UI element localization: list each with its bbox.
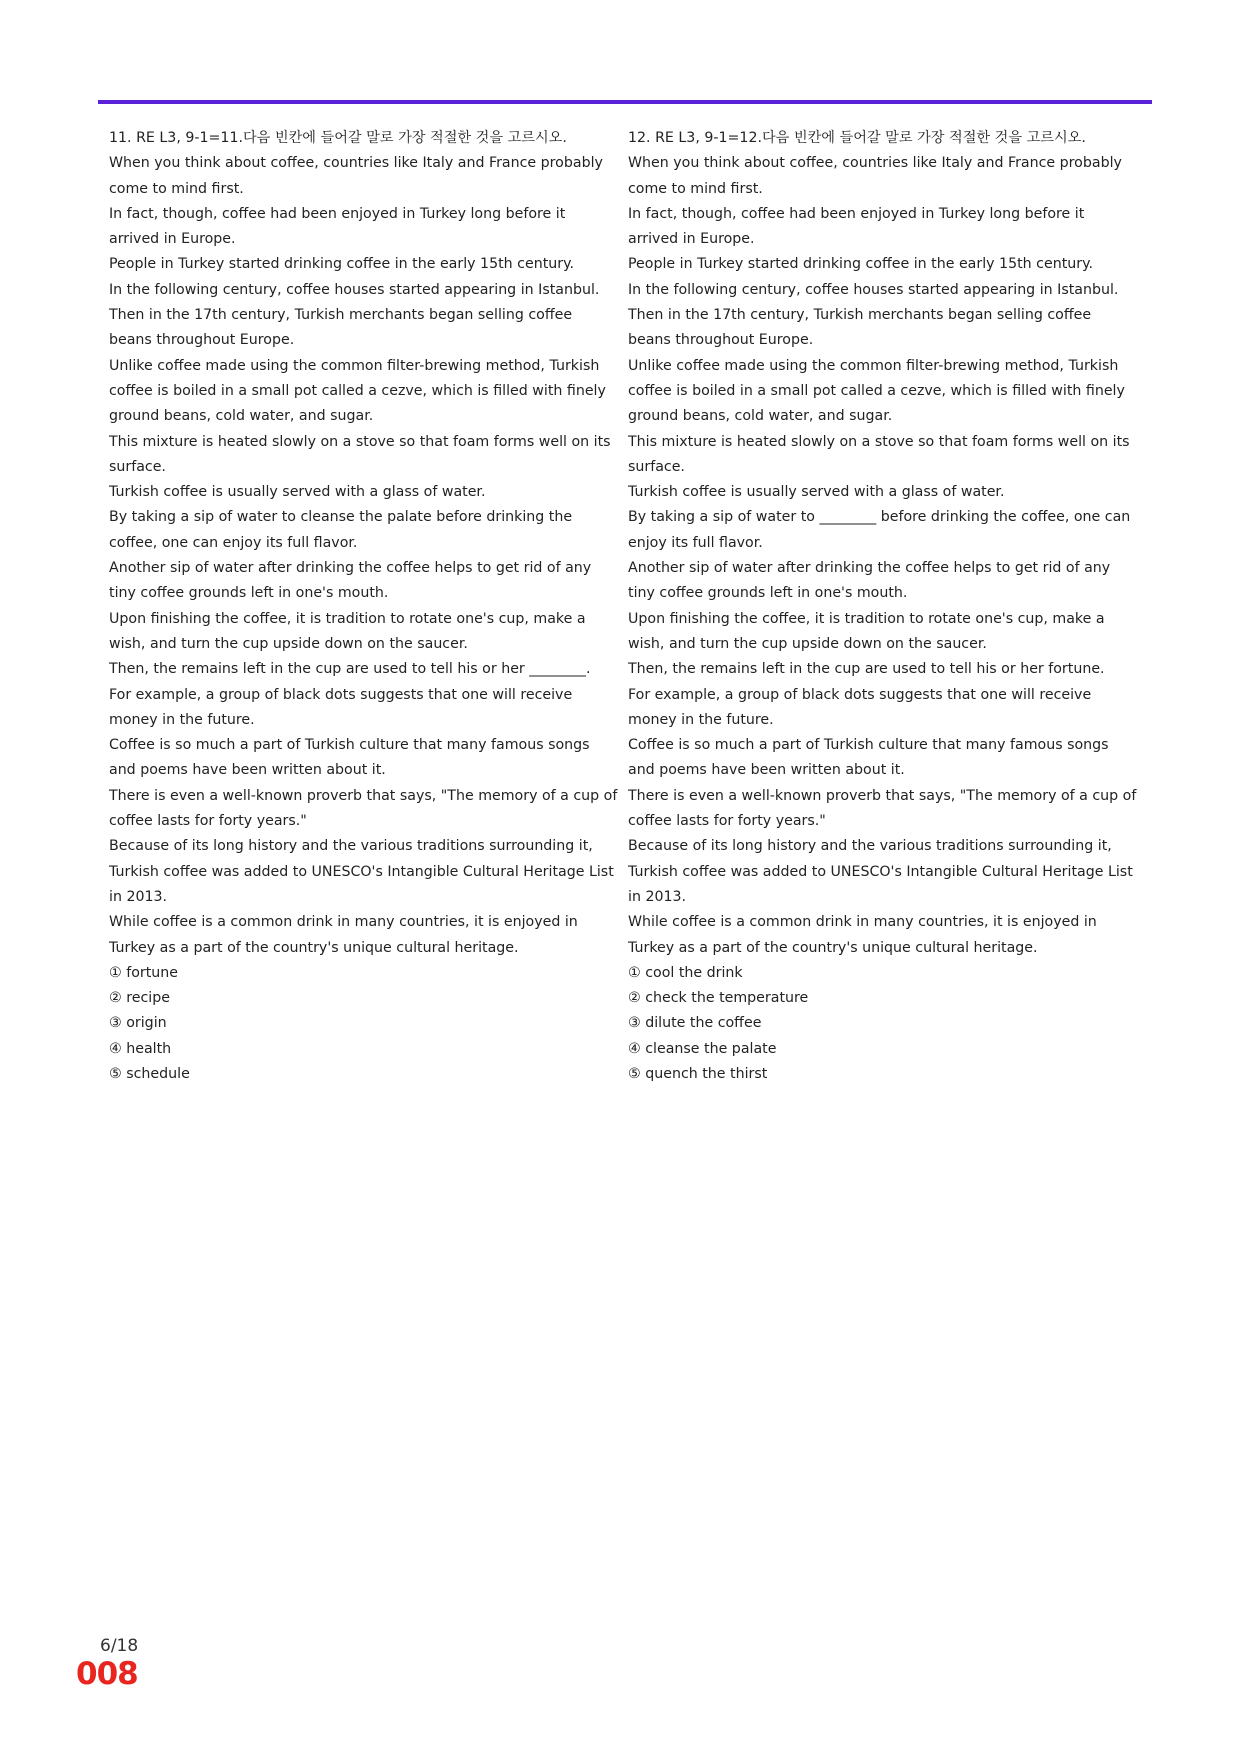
- passage-sentence: In the following century, coffee houses started appearing in Istanbul.: [109, 281, 600, 298]
- answer-option: ① fortune: [109, 964, 179, 981]
- passage-sentence: In fact, though, coffee had been enjoyed in Turkey long before it arrived in Europe.: [109, 205, 566, 248]
- question-12: [628, 126, 1138, 1087]
- answer-option: ② check the temperature: [628, 990, 809, 1007]
- passage-sentence: This mixture is heated slowly on a stove so that foam forms well on its surface.: [109, 433, 611, 475]
- passage-sentence: When you think about coffee, countries like Italy and France probably come to mind first.: [628, 155, 1122, 197]
- answer-option: ④ health: [109, 1040, 172, 1057]
- passage-sentence: Then in the 17th century, Turkish merchants began selling coffee beans throughout Europe.: [109, 307, 573, 349]
- answer-option: ⑤ schedule: [109, 1065, 190, 1082]
- answer-option: ① cool the drink: [628, 964, 743, 981]
- passage-sentence: By taking a sip of water to ________ before drinking the coffee, one can enjoy its full flavor.: [628, 509, 1131, 551]
- question-11: [109, 126, 619, 1087]
- passage-sentence: People in Turkey started drinking coffee in the early 15th century.: [109, 256, 574, 273]
- passage-sentence: Coffee is so much a part of Turkish culture that many famous songs and poems have been written about it.: [109, 737, 590, 779]
- passage-sentence: Then, the remains left in the cup are used to tell his or her ________.: [109, 661, 591, 678]
- passage-sentence: This mixture is heated slowly on a stove so that foam forms well on its surface.: [628, 433, 1130, 475]
- passage-sentence: Then, the remains left in the cup are used to tell his or her fortune.: [628, 661, 1105, 678]
- answer-option: ③ dilute the coffee: [628, 1015, 762, 1032]
- top-divider: [98, 100, 1152, 104]
- passage-sentence: While coffee is a common drink in many countries, it is enjoyed in Turkey as a part of the country's unique cultural heritage.: [109, 914, 578, 956]
- answer-options: [628, 961, 1138, 1087]
- page-code: 008: [76, 1656, 138, 1692]
- passage-sentence: By taking a sip of water to cleanse the palate before drinking the coffee, one can enjoy its full flavor.: [109, 509, 573, 551]
- passage-sentence: Because of its long history and the various traditions surrounding it, Turkish coffee was added to UNESCO's Intangible Cultural Heritage List in 2013.: [628, 838, 1133, 905]
- passage-sentence: For example, a group of black dots suggests that one will receive money in the future.: [109, 686, 573, 728]
- passage: [109, 151, 619, 961]
- passage-sentence: There is even a well-known proverb that says, "The memory of a cup of coffee lasts for forty years.": [109, 787, 618, 830]
- passage-sentence: Then in the 17th century, Turkish merchants began selling coffee beans throughout Europe.: [628, 307, 1092, 349]
- passage-sentence: Unlike coffee made using the common filter-brewing method, Turkish coffee is boiled in a small pot called a cezve, which is filled with finely ground beans, cold water, and sugar.: [628, 357, 1125, 425]
- answer-options: [109, 961, 619, 1087]
- passage-sentence: In fact, though, coffee had been enjoyed in Turkey long before it arrived in Europe.: [628, 205, 1085, 248]
- passage-sentence: While coffee is a common drink in many countries, it is enjoyed in Turkey as a part of the country's unique cultural heritage.: [628, 914, 1097, 956]
- passage-sentence: Turkish coffee is usually served with a glass of water.: [109, 484, 486, 501]
- passage-sentence: There is even a well-known proverb that says, "The memory of a cup of coffee lasts for forty years.": [628, 787, 1137, 830]
- passage-sentence: For example, a group of black dots suggests that one will receive money in the future.: [628, 686, 1092, 728]
- answer-option: ④ cleanse the palate: [628, 1040, 777, 1057]
- answer-option: ② recipe: [109, 990, 170, 1007]
- question-header: 11. RE L3, 9-1=11.다음 빈칸에 들어갈 말로 가장 적절한 것을 고르시오.: [109, 130, 567, 146]
- passage-sentence: When you think about coffee, countries like Italy and France probably come to mind first.: [109, 155, 603, 197]
- passage-sentence: Another sip of water after drinking the coffee helps to get rid of any tiny coffee grounds left in one's mouth.: [109, 560, 592, 602]
- passage-sentence: People in Turkey started drinking coffee in the early 15th century.: [628, 256, 1093, 273]
- question-header: 12. RE L3, 9-1=12.다음 빈칸에 들어갈 말로 가장 적절한 것을 고르시오.: [628, 130, 1086, 146]
- passage: [628, 151, 1138, 961]
- passage-sentence: Unlike coffee made using the common filter-brewing method, Turkish coffee is boiled in a small pot called a cezve, which is filled with finely ground beans, cold water, and sugar.: [109, 357, 606, 425]
- passage-sentence: Because of its long history and the various traditions surrounding it, Turkish coffee was added to UNESCO's Intangible Cultural Heritage List in 2013.: [109, 838, 614, 905]
- passage-sentence: Another sip of water after drinking the coffee helps to get rid of any tiny coffee grounds left in one's mouth.: [628, 560, 1111, 602]
- page-number: 6/18: [100, 1636, 139, 1656]
- passage-sentence: Upon finishing the coffee, it is tradition to rotate one's cup, make a wish, and turn the cup upside down on the saucer.: [628, 610, 1105, 652]
- answer-option: ⑤ quench the thirst: [628, 1065, 768, 1082]
- passage-sentence: Turkish coffee is usually served with a glass of water.: [628, 484, 1005, 501]
- passage-sentence: In the following century, coffee houses started appearing in Istanbul.: [628, 281, 1119, 298]
- answer-option: ③ origin: [109, 1015, 167, 1032]
- passage-sentence: Coffee is so much a part of Turkish culture that many famous songs and poems have been written about it.: [628, 737, 1109, 779]
- passage-sentence: Upon finishing the coffee, it is tradition to rotate one's cup, make a wish, and turn the cup upside down on the saucer.: [109, 610, 586, 652]
